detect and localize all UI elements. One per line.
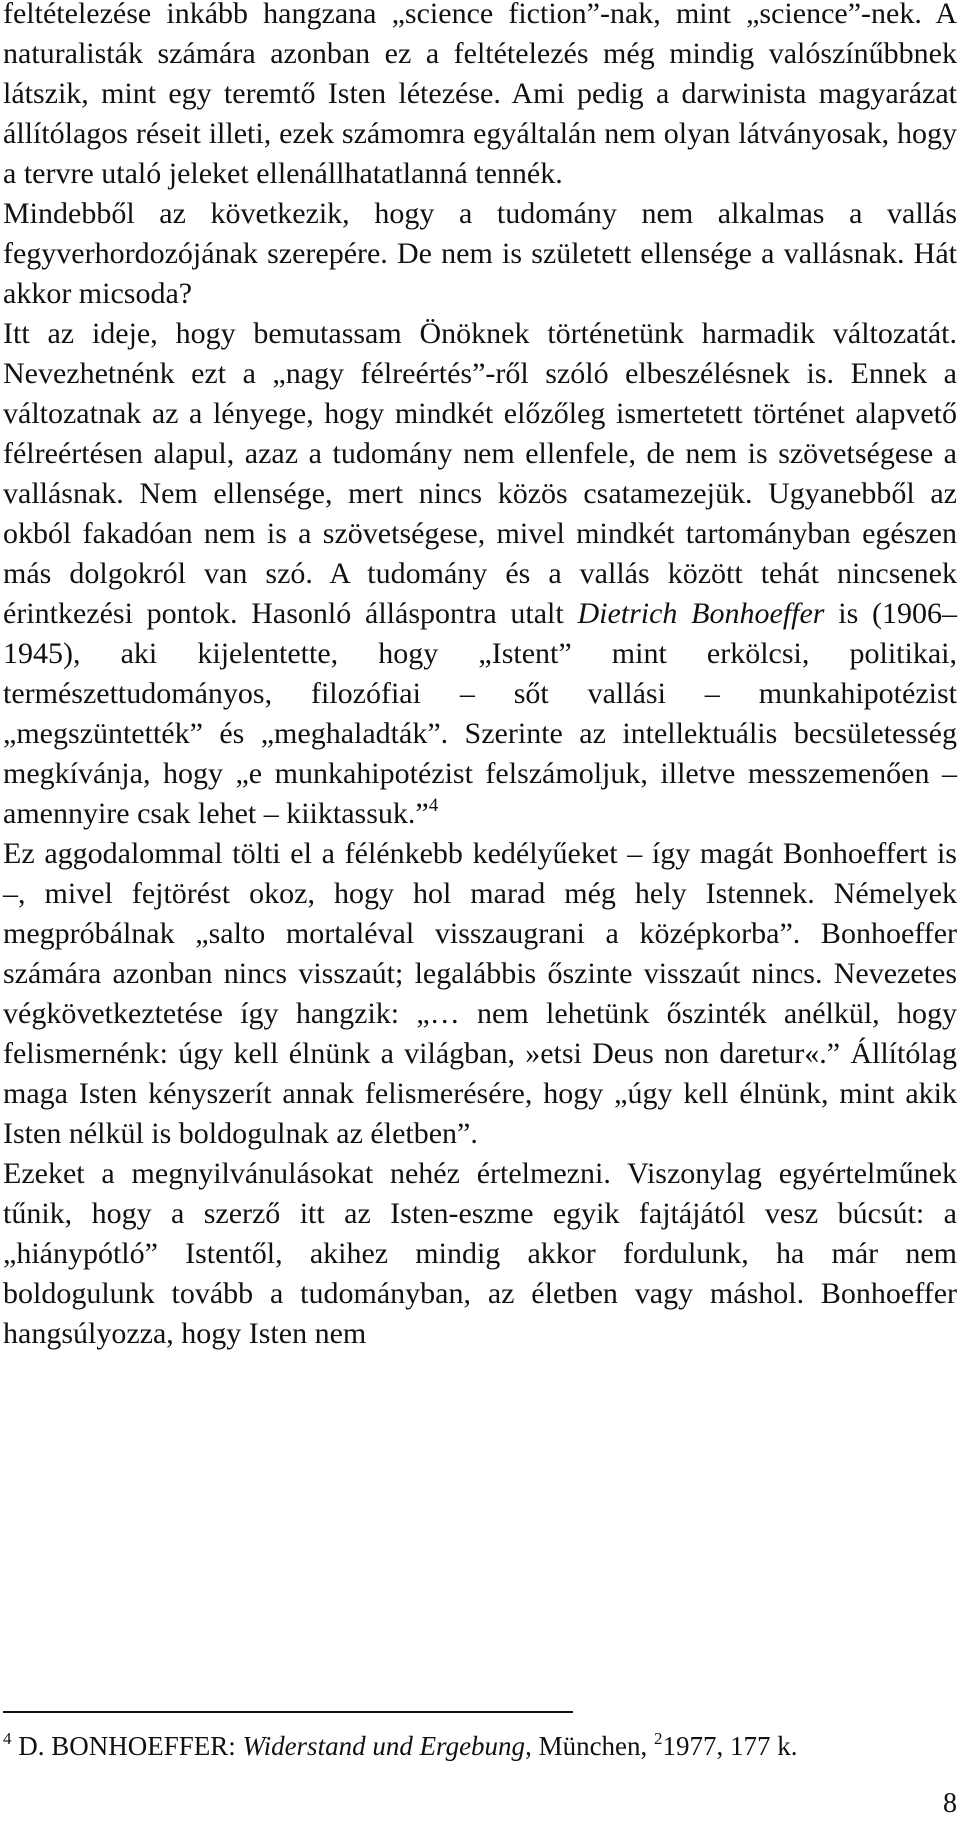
- paragraph-1: feltételezése inkább hangzana „science fiction”-nak, mint „science”-nek. A naturalisták számára azonban ez a feltételezés még mindig valószínűbbnek látszik, mint egy teremtő Isten létezése. Ami pedig a darwinista magyarázat állítólagos réseit illeti, ezek számomra egyáltalán nem olyan látványosak, hogy a tervre utaló jeleket ellenállhatatlanná tennék.: [3, 0, 957, 190]
- paragraph-4: Ez aggodalommal tölti el a félénkebb kedélyűeket – így magát Bonhoeffert is –, mivel fejtörést okoz, hogy hol marad még hely Istennek. Némelyek megpróbálnak „salto mortaléval visszaugrani a középkorba”. Bonhoeffer számára azonban nincs visszaút; legalábbis őszinte visszaút nincs. Nevezetes végkövetkeztetése így hangzik: „… nem lehetünk őszinték anélkül, hogy felismernénk: úgy kell élnünk a világban, »etsi Deus non daretur«.” Állítólag maga Isten kényszerít annak felismerésére, hogy „úgy kell élnünk, mint akik Isten nélkül is boldogulnak az életben”.: [3, 837, 957, 1150]
- footnote-author-surname: ONHOEFFER: [69, 1731, 229, 1761]
- paragraph-3: [3, 314, 957, 834]
- footnote-book-title: Widerstand und Ergebung: [242, 1731, 526, 1761]
- paragraph-3-text-after: is (1906–1945), aki kijelentette, hogy „Istent” mint erkölcsi, politikai, természettudományos, filozófiai – sőt vallási – munkahipotézist „megszüntették” és „meghaladták”. Szerinte az intellektuális becsületesség megkívánja, hogy „e munkahipotézist felszámoljuk, illetve messzemenően – amennyire csak lehet – kiiktassuk.”: [3, 597, 957, 830]
- footnote-author-initial: D. B: [18, 1731, 70, 1761]
- footnote: [3, 1728, 957, 1764]
- paragraph-2: Mindebből az következik, hogy a tudomány nem alkalmas a vallás fegyverhordozójának szerepére. De nem is született ellensége a vallásnak. Hát akkor micsoda?: [3, 197, 957, 310]
- bonhoeffer-name: Dietrich Bonhoeffer: [577, 597, 825, 630]
- paragraph-3-text-before: Itt az ideje, hogy bemutassam Önöknek történetünk harmadik változatát. Nevezhetnénk ezt a „nagy félreértés”-ről szóló elbeszélésnek is. Ennek a változatnak az a lényege, hogy mindkét előzőleg ismertetett történet alapvető félreértésen alapul, azaz a tudomány nem ellenfele, de nem is szövetségese a vallásnak. Nem ellensége, mert nincs közös csatamezejük. Ugyanebből az okból fakadóan nem is a szövetségese, mivel mindkét tartományban egészen más dolgokról van szó. A tudomány és a vallás között tehát nincsenek érintkezési pontok. Hasonló álláspontra utalt: [3, 317, 957, 630]
- footnote-colon: :: [228, 1731, 243, 1761]
- footnote-year-pages: 1977, 177 k.: [662, 1731, 798, 1761]
- page-number: 8: [943, 1788, 957, 1819]
- footnote-divider: [3, 1711, 573, 1713]
- paragraph-5: Ezeket a megnyilvánulásokat nehéz értelmezni. Viszonylag egyértelműnek tűnik, hogy a szerző itt az Isten-eszme egyik fajtájától vesz búcsút: a „hiánypótló” Istentől, akihez mindig akkor fordulunk, ha már nem boldogulunk tovább a tudományban, az életben vagy máshol. Bonhoeffer hangsúlyozza, hogy Isten nem: [3, 1157, 957, 1350]
- footnote-reference[interactable]: 4: [428, 795, 439, 816]
- body-text: [3, 0, 957, 1354]
- footnote-edition: 2: [654, 1729, 663, 1748]
- footnote-number: 4: [3, 1729, 12, 1748]
- footnote-place: , München,: [525, 1731, 655, 1761]
